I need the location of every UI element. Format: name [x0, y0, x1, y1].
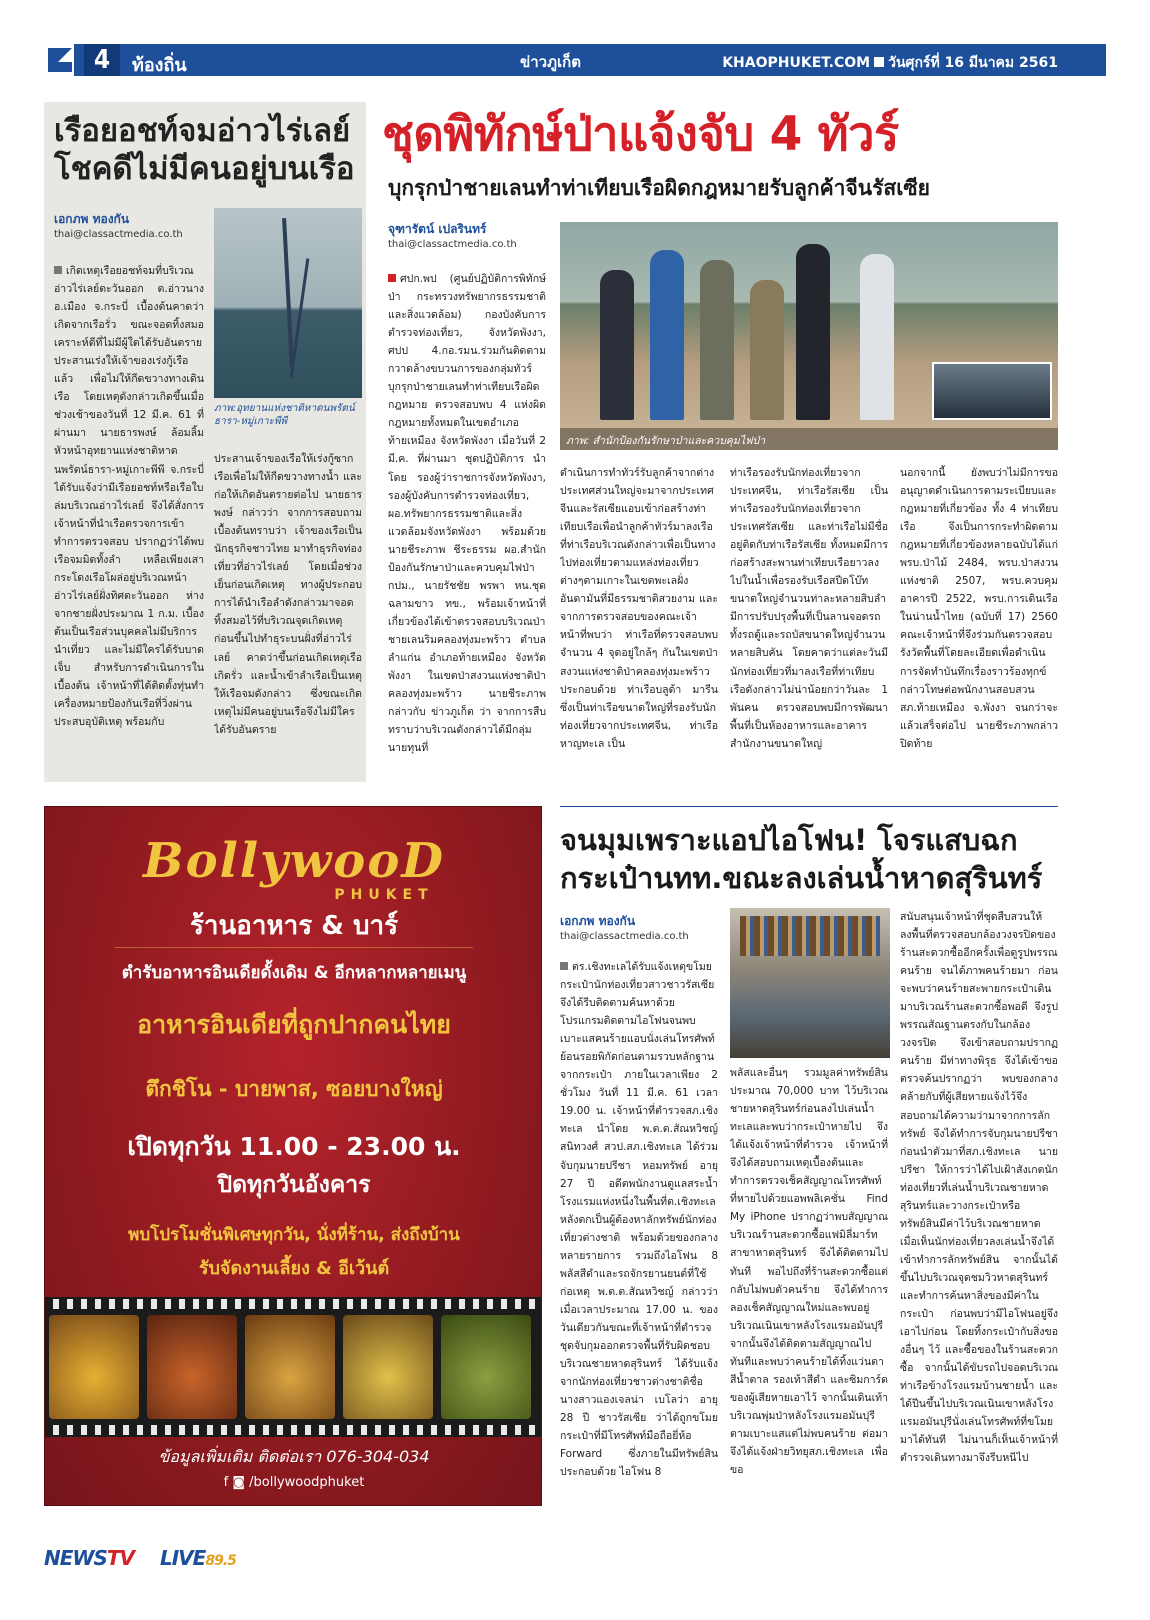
masthead: ข่าวภูเก็ต — [520, 53, 581, 71]
story2-column-1 — [560, 958, 718, 1506]
author-name: เอกภพ ทองกัน — [560, 914, 636, 928]
person-shape — [796, 244, 830, 420]
main-byline — [388, 220, 517, 250]
main-story-column-2: ดำเนินการทำทัวร์รับลูกค้าจากต่างประเทศส่วนใหญ่จะมาจากประเทศจีนและรัสเซียแอบเข้าก่อสร้างท่าเทียบเรือเพื่อนำลูกค้าทัวร์มาลงเรือที่ท่าเรือบริเวณดังกล่าวเพื่อเป็นทางไปท่องเที่ยวตามแหล่งท่องเที่ยวต่างๆตามเกาะในเขตพะเลฝั่งอันดามันที่มีธรรมชาติสวยงาม และจากการตรวจสอบของคณะเจ้าหน้าที่พบว่า ท่าเรือที่ตรวจสอบพบจำนวน 4 จุดอยู่ใกล้ๆ กันในเขตป่าสงวนแห่งชาติป่าคลองทุ่งมะพร้าว ประกอบด้วย ท่าเรือบลูด้า มารีน ซึ่งเป็นท่าเรือขนาดใหญ่ที่รองรับนักท่องเที่ยวจากประเทศจีน, ท่าเรือหาญทะเล เป็น — [560, 467, 718, 750]
film-holes — [45, 1299, 542, 1309]
advert-line-promo: พบโปรโมชั่นพิเศษทุกวัน, นั่งที่ร้าน, ส่งถึงบ้าน — [128, 1225, 460, 1245]
person-shape — [700, 260, 734, 420]
news-label: NEWS — [44, 1546, 107, 1570]
food-photo — [49, 1315, 139, 1419]
story2-col1-text: ตร.เชิงทะเลได้รับแจ้งเหตุขโมยกระเป๋านักท่องเที่ยวสาวชาวรัสเซีย จึงได้รีบติดตามค้นหาด้วยโปรแกรมติดตามไอโฟนจนพบเบาะแสคนร้ายแอบนั่งเล่นโทรศัพท์ ย้อนรอยพิกัดก่อนตามรวบหลักฐานจากกระเป๋า ภายในเวลาเพียง 2 ชั่วโมง วันที่ 11 มี.ค. 61 เวลา 19.00 น. เจ้าหน้าที่ตำรวจสภ.เชิงทะเล นำโดย พ.ต.ต.สัณหวิชญ์ สนิทวงศ์ สวป.สภ.เชิงทะเล ได้ร่วมจับกุมนายปรีชา หอมทรัพย์ อายุ 27 ปี อดีตพนักงานดูแลสระน้ำโรงแรมแห่งหนึ่งในพื้นที่ต.เชิงทะเล หลังตกเป็นผู้ต้องหาลักทรัพย์นักท่องเที่ยวต่างชาติ พร้อมด้วยของกลางหลายรายการ รวมถึงไอโฟน 8 พลัสสีดำและรถจักรยานยนต์ที่ใช้ก่อเหตุ พ.ต.ต.สัณหวิชญ์ กล่าวว่า เมื่อเวลาประมาณ 17.00 น. ของวันเดียวกันขณะที่เจ้าหน้าที่ตำรวจชุดจับกุมออกตรวจพื้นที่รับผิดชอบบริเวณชายหาดสุรินทร์ ได้รับแจ้งจากนักท่องเที่ยวชาวต่างชาติชื่อนางสาวแองเจลน่า เบโลว่า อายุ 28 ปี ชาวรัสเซีย ว่าได้ถูกขโมยกระเป๋าที่มีโทรศัพท์มือถือยี่ห้อ Forward ซึ่งภายในมีทรัพย์สินประกอบด้วย ไอโฟน 8 — [560, 961, 718, 1479]
story2-headline-line2: กระเป๋านทท.ขณะลงเล่นน้ำหาดสุรินทร์ — [560, 860, 1043, 895]
story2-headline — [560, 822, 1058, 897]
footer-news-tv-logo[interactable] — [44, 1546, 134, 1570]
bullet-square-icon — [560, 962, 568, 970]
facebook-icon: f ◙ — [223, 1475, 250, 1490]
advert-line-location: ตึกชิโน - บายพาส, ซอยบางใหญ่ — [145, 1077, 443, 1101]
header-site-date — [722, 52, 1058, 74]
main-col1-text: ศปก.พป (ศูนย์ปฏิบัติการพิทักษ์ป่า กระทรวงทรัพยากรธรรมชาติและสิ่งแวดล้อม) กองบังคับการตำรวจท่องเที่ยว, จังหวัดพังงา, ศปป 4.กอ.รมน.ร่วมกันติดตามกวาดล้างขบวนการของกลุ่มทัวร์บุกรุกป่าชายเลนทำท่าเทียบเรือผิดกฎหมาย ตรวจสอบพบ 4 แห่งผิดกฎหมายทั้งหมดในเขตอำเภอท้ายเหมือง จังหวัดพังงา เมื่อวันที่ 2 มี.ค. ที่ผ่านมา ชุดปฏิบัติการ นำโดย รองผู้ว่าราชการจังหวัดพังงา, รองผู้บังคับการตำรวจท่องเที่ยว, ผอ.ทรัพยากรธรรมชาติและสิ่งแวดล้อมจังหวัดพังงา พร้อมด้วยนายชีระภาพ ชีระธรรม ผอ.สำนักป้องกันรักษาป่าและควบคุมไฟป่า กปม., นายรัชชัย พรพา หน.ชุดฉลามขาว ทข., พร้อมเจ้าหน้าที่เกี่ยวข้องได้เข้าตรวจสอบบริเวณป่าชายเลนริมคลองทุ่งมะพร้าว ตำบลลำแก่น อำเภอท้ายเหมือง จังหวัดพังงา ในเขตป่าสงวนแห่งชาติป่าคลองทุ่งมะพร้าว นายชีระภาพ กล่าวกับ ข่าวภูเก็ต ว่า จากการสืบทราบว่าบริเวณดังกล่าวได้มีกลุ่มนายทุนที่ — [388, 273, 546, 755]
person-shape — [750, 280, 784, 420]
left-story-column-1 — [54, 262, 204, 782]
left-story-headline — [54, 112, 360, 189]
separator-square-icon — [874, 57, 884, 67]
story2-column-3: สนับสนุนเจ้าหน้าที่ชุดสืบสวนให้ลงพื้นที่ตรวจสอบกล้องวงจรปิดของร้านสะดวกซื้ออีกครั้งเพื่อดูรูปพรรณคนร้าย จนได้ภาพคนร้ายมา ก่อนจะพบว่าคนร้ายสะพายกระเป๋าเดินมาบริเวณร้านสะดวกซื้อพอดี จึงรูปพรรณสัณฐานตรงกับในกล้องวงจรปิด จึงเข้าสอบถามปรากฏคนร้าย มีท่าทางพิรุธ จึงได้เข้าขอตรวจค้นปรากฏว่า พบของกลางคล้ายกับที่ผู้เสียหายแจ้งไว้จึงสอบถามได้ความว่ามาจากการลักทรัพย์ จึงได้ทำการจับกุมนายปรีชา ก่อนนำตัวมาที่สภ.เชิงทะเล นายปรีชา ให้การว่าได้ไปเฝ้าสังเกตนักท่องเที่ยวที่เล่นน้ำบริเวณชายหาดสุรินทร์และวางกระเป๋าหรือทรัพย์สินมีค่าไว้บริเวณชายหาด เมื่อเห็นนักท่องเที่ยวลงเล่นน้ำจึงได้เข้าทำการลักทรัพย์สิน จากนั้นได้ขึ้นไปบริเวณจุดชมวิวหาดสุรินทร์และทำการค้นหาสิ่งของมีค่าในกระเป๋า ก่อนพบว่ามีไอโฟนอยู่จึงเอาไปก่อน โดยทิ้งกระเป๋ากับสิ่งของอื่นๆ ไว้ และซื้อของในร้านสะดวกซื้อ จากนั้นได้ขับรถไปจอดบริเวณท่าเรือข้างโรงแรมบ้านชายน้ำ และได้ปีนขึ้นไปบริเวณเนินเขาหลังโรงแรมอมันปุรีนั่งเล่นโทรศัพท์ที่ขโมยมาได้ทันที ไม่นานก็เห็นเจ้าหน้าที่ตำรวจเดินทางมาจึงรีบหนีไป — [900, 911, 1058, 1465]
issue-date: วันศุกร์ที่ 16 มีนาคม 2561 — [888, 55, 1058, 71]
section-title: ท้องถิ่น — [132, 55, 187, 76]
author-email[interactable]: thai@classactmedia.co.th — [560, 931, 689, 942]
advert-brand-logo: BollywooD — [143, 833, 445, 889]
story2-byline — [560, 912, 689, 942]
film-holes — [45, 1425, 542, 1435]
main-photo-caption: ภาพ: สำนักป้องกันรักษาป่าและควบคุมไฟป่า — [566, 435, 766, 447]
story2-column-2: พลัสและอื่นๆ รวมมูลค่าทรัพย์สินประมาณ 70,000 บาท ไว้บริเวณชายหาดสุรินทร์ก่อนลงไปเล่นน้ำทะเลและพบว่ากระเป๋าหายไป จึงได้แจ้งเจ้าหน้าที่ตำรวจ เจ้าหน้าที่จึงได้สอบถามเหตุเบื้องต้นและทำการตรวจเช็คสัญญาณโทรศัพท์ที่หายไปด้วยแอพพลิเคชั่น Find My iPhone ปรากฏว่าพบสัญญาณบริเวณร้านสะดวกซื้อแฟมิลี่มาร์ท สาขาหาดสุรินทร์ จึงได้ติดตามไปทันที พอไปถึงที่ร้านสะดวกซื้อแต่กลับไม่พบตัวคนร้าย จึงได้ทำการลองเช็คสัญญาณใหม่และพบอยู่บริเวณเนินเขาหลังโรงแรมอมันปุรี จากนั้นจึงได้ติดตามสัญญาณไปทันทีและพบว่าคนร้ายได้ทิ้งแว่นตาสีน้ำตาล รองเท้าสีดำ และซิมการ์ดของผู้เสียหายเอาไว้ จากนั้นเดินเท้าบริเวณพุ่มป่าหลังโรงแรมอมันปุรี ตามเบาะแสแต่ไม่พบคนร้าย ต่อมาจึงได้แจ้งฝ่ายวิทยุสภ.เชิงทะเล เพื่อขอ — [730, 1067, 888, 1477]
person-shape — [860, 254, 894, 420]
sunken-yacht-photo — [214, 208, 362, 398]
advert-brand-city: PHUKET — [334, 887, 434, 903]
food-filmstrip — [45, 1297, 542, 1437]
advert-divider — [115, 947, 473, 948]
person-shape — [600, 270, 634, 420]
advert-social-handle: /bollywoodphuket — [249, 1475, 365, 1490]
advert-social[interactable] — [45, 1475, 542, 1490]
advert-line-thai-taste: อาหารอินเดียที่ถูกปากคนไทย — [137, 1010, 451, 1039]
footer-live-radio-logo[interactable] — [160, 1546, 236, 1570]
speedboats-inset-photo — [932, 362, 1052, 420]
left-byline — [54, 210, 183, 240]
advert-line-menu: ตำรับอาหารอินเดียดั้งเดิม & อีกหลากหลายเมนู — [121, 963, 467, 983]
author-email[interactable]: thai@classactmedia.co.th — [54, 229, 183, 240]
mast-shape — [282, 218, 294, 368]
live-label: LIVE — [160, 1546, 206, 1570]
main-story-column-4: นอกจากนี้ ยังพบว่าไม่มีการขออนุญาตดำเนินการตามระเบียบและกฎหมายที่เกี่ยวข้อง ทั้ง 4 ท่าเทียบเรือ จึงเป็นการกระทำผิดตามกฎหมายที่เกี่ยวข้องหลายฉบับได้แก่ พรบ.ป่าไม้ 2484, พรบ.ป่าสงวนแห่งชาติ 2507, พรบ.ควบคุมอาคารปี 2522, พรบ.การเดินเรือในน่านน้ำไทย (ฉบับที่ 17) 2560 คณะเจ้าหน้าที่จึงร่วมกันตรวจสอบรังวัดพื้นที่โดยละเอียดเพื่อดำเนินการจัดทำบันทึกเรื่องราวร้องทุกข์กล่าวโทษต่อพนักงานสอบสวน สภ.ท้ายเหมือง จ.พังงา จนกว่าจะแล้วเสร็จต่อไป นายชีระภาพกล่าวปิดท้าย — [900, 467, 1058, 750]
left-headline-line1: เรือยอชท์จมอ่าวไร่เลย์ — [54, 113, 351, 149]
police-station-photo — [730, 908, 890, 1058]
left-story-column-2: ประสานเจ้าของเรือให้เร่งกู้ซากเรือเพื่อไม่ให้กีดขวางทางน้ำ และก่อให้เกิดอันตรายต่อไป นายธารพงษ์ กล่าวว่า จากการสอบถามเบื้องต้นทราบว่า เจ้าของเรือเป็นนักธุรกิจชาวไทย มาทำธุรกิจท่องเที่ยวที่อ่าวไร่เลย์ โดยเมื่อช่วงเย็นก่อนเกิดเหตุ ทางผู้ประกอบการได้นำเรือลำดังกล่าวมาจอดทิ้งสมอไว้ที่บริเวณจุดเกิดเหตุ ก่อนขึ้นไปทำธุระบนฝั่งที่อ่าวไร่เลย์ คาดว่าขึ้นก่อนเกิดเหตุเรือเกิดรั่ว และน้ำเข้าลำเรือเป็นเหตุให้เรือจมดังกล่าว ซึ่งขณะเกิดเหตุไม่มีคนอยู่บนเรือจึงไม่มีใครได้รับอันตราย — [214, 453, 362, 736]
shelf-shape — [740, 916, 880, 956]
food-photo — [441, 1315, 531, 1419]
advert-line-restaurant: ร้านอาหาร & บาร์ — [189, 911, 399, 941]
food-photo — [245, 1315, 335, 1419]
tv-label: TV — [106, 1546, 134, 1570]
main-headline: ชุดพิทักษ์ป่าแจ้งจับ 4 ทัวร์ — [382, 107, 899, 162]
story2-headline-line1: จนมุมเพราะแอปไอโฟน! โจรแสบฉก — [560, 823, 1018, 857]
mast-shape — [290, 258, 310, 377]
officials-inspection-photo — [560, 222, 1058, 450]
author-name: เอกภพ ทองกัน — [54, 212, 130, 226]
left-col1-text: เกิดเหตุเรือยอชท์จมที่บริเวณอ่าวไร่เลย์ตะวันออก ต.อ่าวนาง อ.เมือง จ.กระบี่ เบื้องต้นคาดว่าเกิดจากเรือรั่ว ขณะจอดทิ้งสมอ เคราะห์ดีที่ไม่มีผู้ใดได้รับอันตราย ประสานเร่งให้เจ้าของเร่งกู้เรือแล้ว เพื่อไม่ให้กีดขวางทางเดินเรือ โดยเหตุดังกล่าวเกิดขึ้นเมื่อช่วงเช้าของวันที่ 12 มี.ค. 61 ที่ผ่านมา นายธารพงษ์ ล้อมลิ้ม หัวหน้าอุทยานแห่งชาติหาดนพรัตน์ธารา-หมู่เกาะพีพี จ.กระบี่ ได้รับแจ้งว่ามีเรือยอชท์หรือเรือใบล่มบริเวณอ่าวไร่เลย์ จึงได้สั่งการเจ้าหน้าที่นำเรือตรวจการเข้าทำการตรวจสอบ ปรากฏว่าได้พบเรือจมมิดทั้งลำ เหลือเพียงเสากระโดงเรือโผล่อยู่บริเวณหน้าอ่าวไร่เลย์ฝั่งทิศตะวันออก ห่างจากชายฝั่งประมาณ 1 ก.ม. เบื้องต้นเป็นเรือส่วนบุคคลไม่มีบริการนำเที่ยว และไม่มีใครได้รับบาดเจ็บ สำหรับการดำเนินการในเบื้องต้น เจ้าหน้าที่ได้ติดตั้งทุ่นทำเครื่องหมายป้องกันเรือที่วิ่งผ่านประสบอุบัติเหตุ พร้อมกับ — [54, 265, 204, 729]
food-photo — [147, 1315, 237, 1419]
logo-icon — [44, 44, 74, 76]
advert-contact[interactable]: ข้อมูลเพิ่มเติม ติดต่อเรา 076-304-034 — [158, 1447, 430, 1466]
page-number: 4 — [84, 44, 120, 76]
bullet-square-icon — [388, 274, 396, 282]
left-headline-line2: โชคดีไม่มีคนอยู่บนเรือ — [54, 151, 355, 188]
left-photo-caption: ภาพ:อุทยานแห่งชาติหาดนพรัตน์ธารา-หมู่เกาะพีพี — [214, 403, 355, 427]
main-story-column-3: ท่าเรือรองรับนักท่องเที่ยวจากประเทศจีน, ท่าเรือรัสเซีย เป็นท่าเรือรองรับนักท่องเที่ยวจากประเทศรัสเซีย และท่าเรือไม่มีชื่ออยู่ติดกับท่าเรือรัสเซีย ทั้งหมดมีการก่อสร้างสะพานท่าเทียบเรือยาวลงไปในน้ำเพื่อรองรับเรือสปีดโบ๊ทขนาดใหญ่จำนวนท่าละหลายสิบลำ มีการปรับปรุงพื้นที่เป็นลานจอดรถทั้งรถตู้และรถบัสขนาดใหญ่จำนวนหลายสิบคัน โดยคาดว่าแต่ละวันมีนักท่องเที่ยวที่มาลงเรือที่ท่าเทียบเรือดังกล่าวไม่น่าน้อยกว่าวันละ 1 พันคน ตรวจสอบพบมีการพัฒนาพื้นที่เป็นห้องอาหารและอาคารสำนักงานขนาดใหญ่ — [730, 467, 888, 750]
frequency-label: 89.5 — [205, 1553, 236, 1569]
food-photo — [343, 1315, 433, 1419]
site-name[interactable]: KHAOPHUKET.COM — [722, 55, 871, 71]
advert-line-closed: ปิดทุกวันอังคาร — [217, 1172, 371, 1198]
bollywood-advert[interactable] — [44, 806, 542, 1506]
advert-line-hours: เปิดทุกวัน 11.00 - 23.00 น. — [127, 1132, 461, 1161]
author-email[interactable]: thai@classactmedia.co.th — [388, 239, 517, 250]
main-photo-caption-band — [560, 428, 1058, 450]
bullet-square-icon — [54, 266, 62, 274]
author-name: จุฑารัตน์ เปลรินทร์ — [388, 222, 487, 236]
section-divider — [560, 806, 1058, 807]
person-shape — [650, 250, 684, 420]
main-subheadline: บุกรุกป่าชายเลนทำท่าเทียบเรือผิดกฎหมายรับลูกค้าจีนรัสเซีย — [388, 176, 930, 200]
main-story-column-1 — [388, 270, 546, 782]
advert-line-events: รับจัดงานเลี้ยง & อีเว้นต์ — [198, 1258, 390, 1279]
